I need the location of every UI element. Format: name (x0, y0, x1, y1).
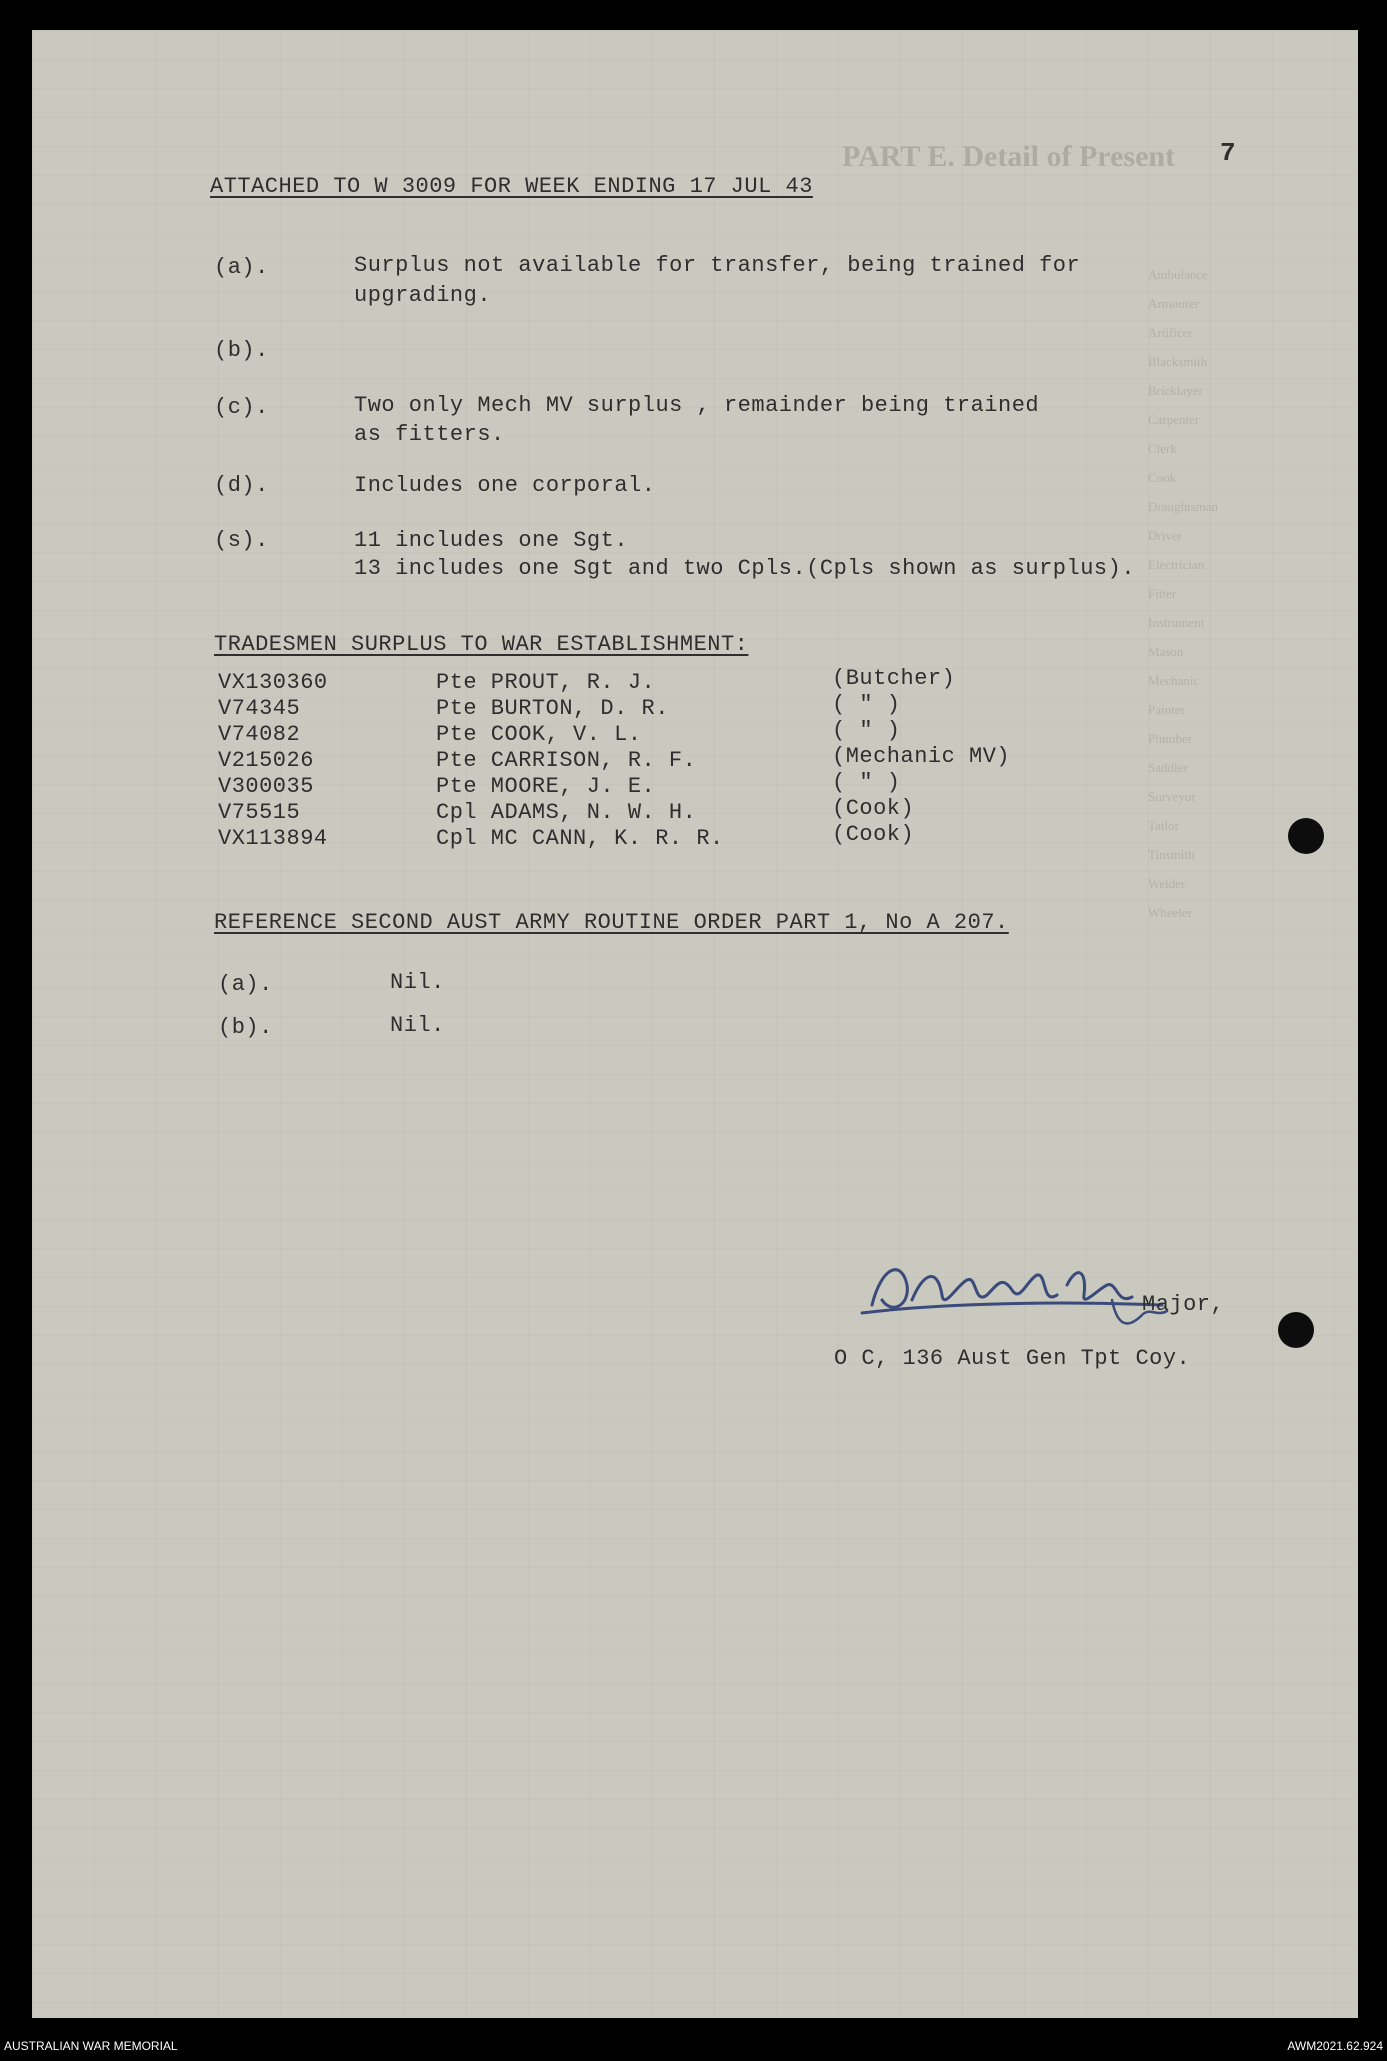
trade: ( " ) (832, 718, 901, 743)
reference-value: Nil. (390, 970, 445, 995)
note-label: (s). (214, 528, 269, 553)
soldier-name: Cpl ADAMS, N. W. H. (436, 800, 697, 825)
signatory-unit: O C, 136 Aust Gen Tpt Coy. (834, 1346, 1191, 1371)
service-number: V74345 (218, 696, 301, 721)
reference-heading: REFERENCE SECOND AUST ARMY ROUTINE ORDER PART 1, No A 207. (214, 910, 1009, 935)
reference-label: (a). (218, 972, 273, 997)
soldier-name: Pte MOORE, J. E. (436, 774, 656, 799)
service-number: V74082 (218, 722, 301, 747)
soldier-name: Cpl MC CANN, K. R. R. (436, 826, 724, 851)
note-text: Includes one corporal. (354, 473, 656, 498)
note-label: (b). (214, 338, 269, 363)
trade: ( " ) (832, 770, 901, 795)
trade: ( " ) (832, 692, 901, 717)
footer-credit: AUSTRALIAN WAR MEMORIAL (4, 2039, 178, 2053)
soldier-name: Pte COOK, V. L. (436, 722, 642, 747)
document-page (32, 30, 1358, 2018)
soldier-name: Pte CARRISON, R. F. (436, 748, 697, 773)
note-label: (c). (214, 395, 269, 420)
bleed-through-text: PART E. Detail of Present (842, 140, 1176, 173)
service-number: V300035 (218, 774, 314, 799)
tradesmen-heading: TRADESMEN SURPLUS TO WAR ESTABLISHMENT: (214, 632, 749, 657)
bleed-through-column: Ambulance Armourer Artificer Blacksmith Bricklayer Carpenter Clerk Cook Draughtsman Driver Electrician Fitter Instrument Mason Mechanic Painter Plumber Saddler Surveyor Tailor Tinsmith Welder Wheeler (1148, 267, 1219, 920)
note-text: upgrading. (354, 283, 492, 308)
note-label: (a). (214, 255, 269, 280)
footer-accession-number: AWM2021.62.924 (1287, 2039, 1383, 2053)
punch-hole (1288, 818, 1324, 854)
note-text: 11 includes one Sgt. (354, 528, 629, 553)
service-number: VX113894 (218, 826, 328, 851)
soldier-name: Pte BURTON, D. R. (436, 696, 669, 721)
reference-value: Nil. (390, 1013, 445, 1038)
page-number-mark: 7 (1220, 138, 1237, 168)
document-title: ATTACHED TO W 3009 FOR WEEK ENDING 17 JUL 43 (210, 174, 813, 199)
note-text: 13 includes one Sgt and two Cpls.(Cpls shown as surplus). (354, 556, 1136, 581)
soldier-name: Pte PROUT, R. J. (436, 670, 656, 695)
trade: (Butcher) (832, 666, 956, 691)
service-number: V215026 (218, 748, 314, 773)
service-number: VX130360 (218, 670, 328, 695)
service-number: V75515 (218, 800, 301, 825)
punch-hole (1278, 1312, 1314, 1348)
note-text: as fitters. (354, 422, 505, 447)
trade: (Cook) (832, 796, 915, 821)
signatory-rank: Major, (1142, 1292, 1225, 1317)
note-label: (d). (214, 473, 269, 498)
signature-scrawl (862, 1245, 1202, 1335)
trade: (Cook) (832, 822, 915, 847)
note-text: Two only Mech MV surplus , remainder being trained (354, 393, 1040, 418)
note-text: Surplus not available for transfer, being trained for (354, 253, 1081, 278)
reference-label: (b). (218, 1015, 273, 1040)
trade: (Mechanic MV) (832, 744, 1011, 769)
